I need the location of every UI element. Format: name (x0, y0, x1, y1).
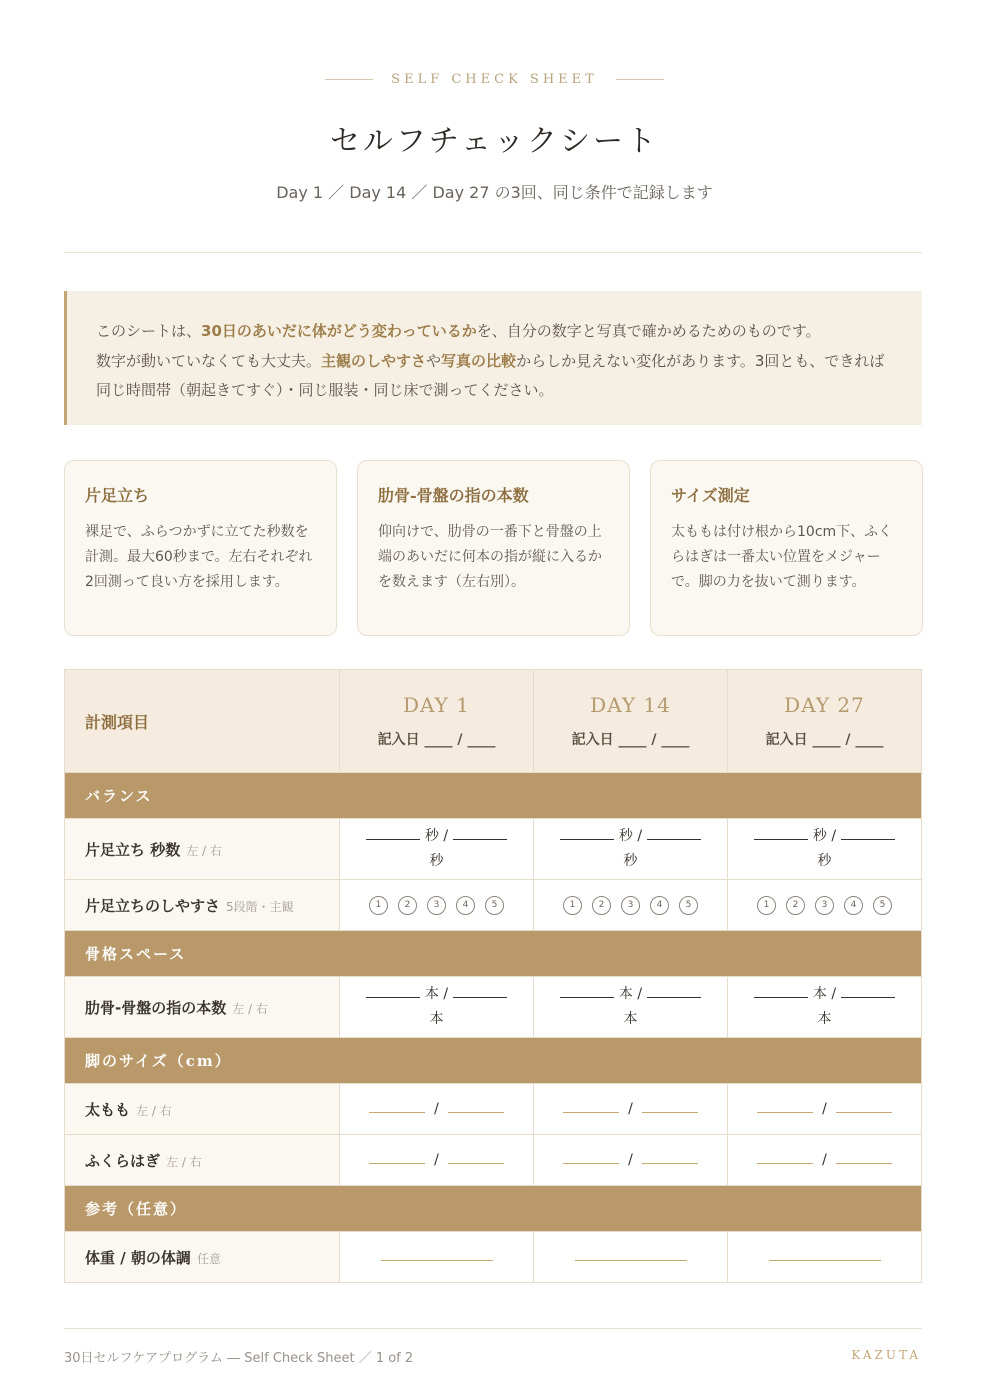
entry-date-field[interactable]: 記入日 ____ / ____ (765, 732, 884, 748)
table-row-onefoot-seconds (65, 819, 922, 880)
entry-cell[interactable] (728, 977, 922, 1038)
blank-left[interactable] (560, 997, 614, 998)
separator: / (628, 1152, 633, 1168)
rating-option[interactable]: 5 (873, 896, 892, 915)
rating-option[interactable]: 4 (650, 896, 669, 915)
day-header-14 (534, 670, 728, 773)
brand-mark: KAZUTA (851, 1348, 921, 1362)
row-hint: 任意 (196, 1251, 221, 1266)
table-row-weight (65, 1232, 922, 1283)
rating-option[interactable]: 5 (679, 896, 698, 915)
row-label (65, 1135, 340, 1186)
unit-text: 秒 (424, 828, 439, 844)
blank-field[interactable] (769, 1260, 881, 1261)
rating-scale (563, 896, 698, 915)
entry-cell[interactable] (728, 1084, 922, 1135)
section-title: バランス (65, 773, 922, 819)
eyebrow-text: SELF CHECK SHEET (391, 72, 598, 87)
blank-right[interactable] (836, 1163, 892, 1164)
section-row-balance (65, 773, 922, 819)
blank-left[interactable] (754, 997, 808, 998)
row-label (65, 1232, 340, 1283)
section-row-skeleton (65, 931, 922, 977)
row-hint: 左 / 右 (136, 1103, 172, 1118)
section-title: 脚のサイズ（cm） (65, 1038, 922, 1084)
entry-cell[interactable] (728, 1232, 922, 1283)
blank-left[interactable] (369, 1163, 425, 1164)
table-row-onefoot-ease (65, 880, 922, 931)
blank-right[interactable] (642, 1112, 698, 1113)
rating-option[interactable]: 3 (427, 896, 446, 915)
entry-cell[interactable] (534, 1135, 728, 1186)
blank-right[interactable] (448, 1112, 504, 1113)
blank-left[interactable] (563, 1163, 619, 1164)
entry-cell[interactable] (340, 819, 534, 880)
day-name: DAY 1 (403, 693, 470, 717)
entry-cell[interactable] (534, 977, 728, 1038)
eyebrow (0, 72, 989, 87)
rating-option[interactable]: 4 (844, 896, 863, 915)
row-hint: 5段階・主観 (226, 899, 294, 914)
rating-cell (534, 880, 728, 931)
rating-option[interactable]: 2 (592, 896, 611, 915)
blank-field[interactable] (575, 1260, 687, 1261)
table-row-fingers (65, 977, 922, 1038)
unit-text: 秒 (623, 853, 638, 869)
unit-text: 本 (424, 986, 439, 1002)
unit-text: 本 (618, 986, 633, 1002)
separator: / (822, 1152, 827, 1168)
unit-text: 本 (429, 1011, 444, 1027)
page-title: セルフチェックシート (329, 124, 660, 159)
entry-cell[interactable] (534, 1232, 728, 1283)
page-subtitle: Day 1 ／ Day 14 ／ Day 27 の3回、同じ条件で記録します (276, 183, 713, 202)
record-table (64, 669, 922, 1283)
blank-left[interactable] (366, 997, 420, 998)
blank-right[interactable] (841, 997, 895, 998)
intro-text: を、自分の数字と写真で確かめるためのものです。 (476, 322, 821, 340)
row-hint: 左 / 右 (186, 843, 222, 858)
info-card-balance (64, 460, 337, 636)
separator: / (434, 1152, 439, 1168)
card-title: サイズ測定 (671, 486, 750, 505)
row-label-text: 片足立ち 秒数 (85, 840, 181, 859)
unit-text: 秒 (812, 828, 827, 844)
entry-cell[interactable] (340, 1232, 534, 1283)
rating-scale (369, 896, 504, 915)
row-label (65, 1084, 340, 1135)
rating-cell (728, 880, 922, 931)
entry-cell[interactable] (534, 819, 728, 880)
entry-cell[interactable] (728, 819, 922, 880)
card-body: 裸足で、ふらつかずに立てた秒数を計測。最大60秒まで。左右それぞれ2回測って良い方を採用します。 (85, 524, 313, 590)
blank-right[interactable] (841, 839, 895, 840)
entry-cell[interactable] (340, 1084, 534, 1135)
blank-left[interactable] (757, 1163, 813, 1164)
card-title: 肋骨-骨盤の指の本数 (378, 486, 529, 505)
intro-callout (64, 291, 922, 425)
row-label (65, 880, 340, 931)
intro-emphasis: 主観のしやすさ (321, 351, 427, 370)
intro-text: このシートは、 (96, 322, 202, 340)
blank-left[interactable] (754, 839, 808, 840)
intro-text: からしか見えない変化があります。3回とも、できれば同じ時間帯（朝起きてすぐ）・同じ服装・同じ床で測ってください。 (96, 351, 885, 399)
day-name: DAY 14 (590, 693, 671, 717)
entry-cell[interactable] (340, 1135, 534, 1186)
rating-cell (340, 880, 534, 931)
intro-emphasis: 写真の比較 (441, 351, 517, 370)
separator: / (434, 1101, 439, 1117)
row-hint: 左 / 右 (232, 1001, 268, 1016)
footer-text: 30日セルフケアプログラム ― Self Check Sheet ／ 1 of 2 (64, 1351, 414, 1366)
blank-right[interactable] (647, 997, 701, 998)
section-row-legsize (65, 1038, 922, 1084)
separator: / (628, 1101, 633, 1117)
separator: / (831, 986, 837, 1002)
rating-option[interactable]: 3 (815, 896, 834, 915)
row-label-text: ふくらはぎ (85, 1151, 161, 1170)
unit-text: 秒 (429, 853, 444, 869)
entry-cell[interactable] (340, 977, 534, 1038)
unit-text: 秒 (618, 828, 633, 844)
day-header-27 (728, 670, 922, 773)
blank-left[interactable] (366, 839, 420, 840)
table-row-thigh (65, 1084, 922, 1135)
rating-option[interactable]: 2 (786, 896, 805, 915)
separator: / (443, 986, 449, 1002)
section-title: 参考（任意） (65, 1186, 922, 1232)
row-label-text: 肋骨-骨盤の指の本数 (85, 998, 227, 1017)
entry-cell[interactable] (728, 1135, 922, 1186)
item-header: 計測項目 (65, 670, 340, 773)
card-body: 太ももは付け根から10cm下、ふくらはぎは一番太い位置をメジャーで。脚の力を抜いて測ります。 (671, 524, 893, 590)
separator: / (637, 986, 643, 1002)
separator: / (831, 828, 837, 844)
day-header-1 (340, 670, 534, 773)
section-title: 骨格スペース (65, 931, 922, 977)
entry-date-field[interactable]: 記入日 ____ / ____ (377, 732, 496, 748)
rating-option[interactable]: 1 (369, 896, 388, 915)
header-divider (64, 252, 922, 253)
row-label-text: 太もも (85, 1100, 131, 1119)
day-name: DAY 27 (784, 693, 865, 717)
blank-right[interactable] (642, 1163, 698, 1164)
unit-text: 本 (623, 1011, 638, 1027)
blank-left[interactable] (560, 839, 614, 840)
eyebrow-rule-right (616, 79, 664, 80)
blank-field[interactable] (381, 1260, 493, 1261)
separator: / (637, 828, 643, 844)
rating-option[interactable]: 4 (456, 896, 475, 915)
row-label (65, 977, 340, 1038)
blank-right[interactable] (836, 1112, 892, 1113)
intro-text: 数字が動いていなくても大丈夫。 (96, 351, 322, 370)
footer-divider (64, 1328, 922, 1329)
blank-left[interactable] (757, 1112, 813, 1113)
rating-scale (757, 896, 892, 915)
rating-option[interactable]: 2 (398, 896, 417, 915)
row-label (65, 819, 340, 880)
entry-cell[interactable] (534, 1084, 728, 1135)
table-row-calf (65, 1135, 922, 1186)
blank-right[interactable] (453, 997, 507, 998)
info-card-fingers (357, 460, 630, 636)
blank-right[interactable] (453, 839, 507, 840)
unit-text: 秒 (817, 853, 832, 869)
separator: / (822, 1101, 827, 1117)
row-hint: 左 / 右 (166, 1154, 202, 1169)
section-row-reference (65, 1186, 922, 1232)
eyebrow-rule-left (325, 79, 373, 80)
row-label-text: 体重 / 朝の体調 (85, 1248, 191, 1267)
rating-option[interactable]: 5 (485, 896, 504, 915)
blank-left[interactable] (369, 1112, 425, 1113)
blank-right[interactable] (647, 839, 701, 840)
intro-text: や (426, 351, 442, 370)
separator: / (443, 828, 449, 844)
blank-right[interactable] (448, 1163, 504, 1164)
unit-text: 本 (817, 1011, 832, 1027)
unit-text: 本 (812, 986, 827, 1002)
table-header-row (65, 670, 922, 773)
rating-option[interactable]: 1 (757, 896, 776, 915)
rating-option[interactable]: 1 (563, 896, 582, 915)
card-title: 片足立ち (85, 486, 150, 505)
row-label-text: 片足立ちのしやすさ (85, 896, 221, 915)
rating-option[interactable]: 3 (621, 896, 640, 915)
entry-date-field[interactable]: 記入日 ____ / ____ (571, 732, 690, 748)
blank-left[interactable] (563, 1112, 619, 1113)
intro-emphasis: 30日のあいだに体がどう変わっているか (201, 322, 477, 340)
card-body: 仰向けで、肋骨の一番下と骨盤の上端のあいだに何本の指が縦に入るかを数えます（左右別）。 (378, 524, 602, 590)
info-card-size (650, 460, 923, 636)
